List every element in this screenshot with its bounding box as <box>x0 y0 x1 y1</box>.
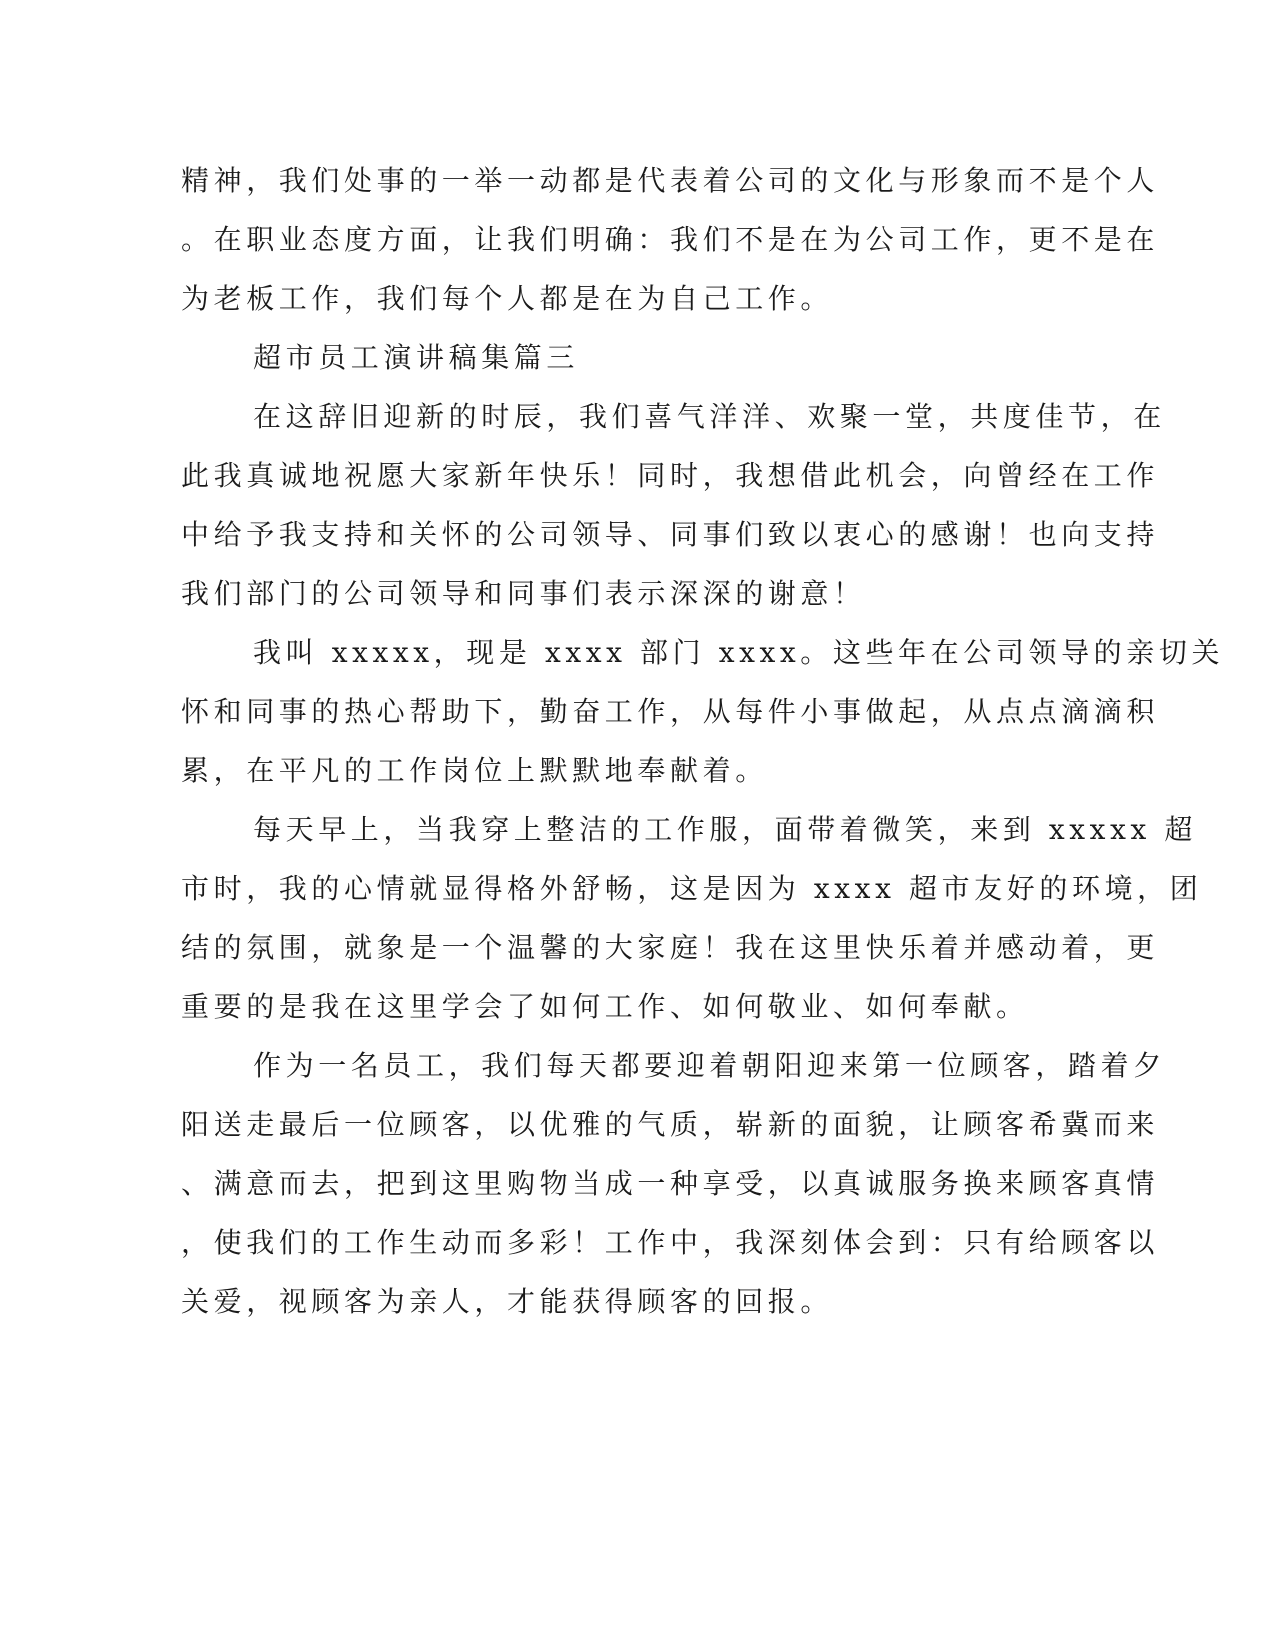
paragraph-line: 怀和同事的热心帮助下，勤奋工作，从每件小事做起，从点点滴滴积 <box>181 695 1160 728</box>
paragraph-line: 市时，我的心情就显得格外舒畅，这是因为 xxxx 超市友好的环境，团 <box>181 872 1203 905</box>
paragraph-line: 结的氛围，就象是一个温馨的大家庭！我在这里快乐着并感动着，更 <box>181 931 1160 964</box>
paragraph-line: 此我真诚地祝愿大家新年快乐！同时，我想借此机会，向曾经在工作 <box>181 459 1160 492</box>
paragraph-line: 每天早上，当我穿上整洁的工作服，面带着微笑，来到 xxxxx 超 <box>253 813 1197 846</box>
paragraph-line: 精神，我们处事的一举一动都是代表着公司的文化与形象而不是个人 <box>181 164 1160 197</box>
paragraph-line: 在这辞旧迎新的时辰，我们喜气洋洋、欢聚一堂，共度佳节，在 <box>253 400 1166 433</box>
paragraph-line: 作为一名员工，我们每天都要迎着朝阳迎来第一位顾客，踏着夕 <box>253 1049 1166 1082</box>
paragraph-line: 累，在平凡的工作岗位上默默地奉献着。 <box>181 754 768 787</box>
paragraph-line: 阳送走最后一位顾客，以优雅的气质，崭新的面貌，让顾客希冀而来 <box>181 1108 1160 1141</box>
paragraph-line: 、满意而去，把到这里购物当成一种享受，以真诚服务换来顾客真情 <box>181 1167 1160 1200</box>
paragraph-line: 。在职业态度方面，让我们明确：我们不是在为公司工作，更不是在 <box>181 223 1160 256</box>
paragraph-line: 我叫 xxxxx，现是 xxxx 部门 xxxx。这些年在公司领导的亲切关 <box>253 636 1225 669</box>
paragraph-line: 为老板工作，我们每个人都是在为自己工作。 <box>181 282 834 315</box>
section-heading: 超市员工演讲稿集篇三 <box>253 341 580 374</box>
paragraph-line: ，使我们的工作生动而多彩！工作中，我深刻体会到：只有给顾客以 <box>181 1226 1160 1259</box>
paragraph-line: 关爱，视顾客为亲人，才能获得顾客的回报。 <box>181 1285 834 1318</box>
paragraph-line: 我们部门的公司领导和同事们表示深深的谢意！ <box>181 577 866 610</box>
paragraph-line: 重要的是我在这里学会了如何工作、如何敬业、如何奉献。 <box>181 990 1029 1023</box>
paragraph-line: 中给予我支持和关怀的公司领导、同事们致以衷心的感谢！也向支持 <box>181 518 1160 551</box>
